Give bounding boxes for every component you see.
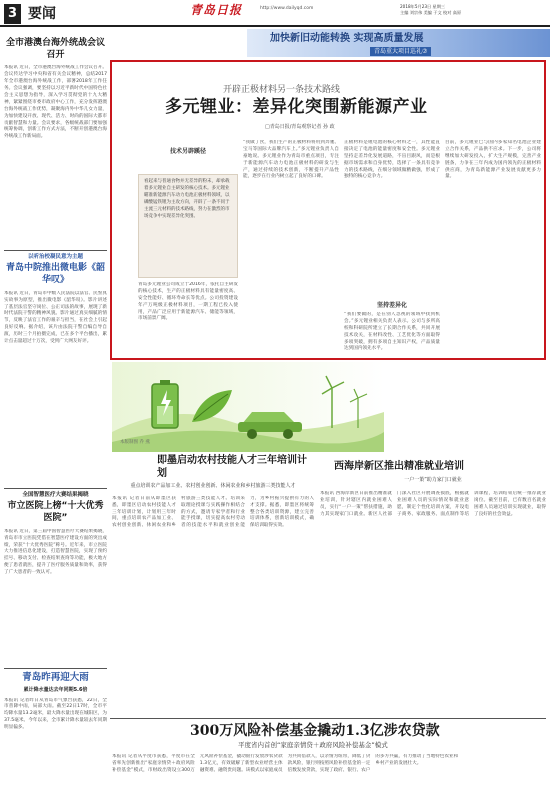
paper-url: http://www.dailyqd.com — [260, 6, 314, 11]
sidebar-story-3-title: 市立医院上榜“十大优秀医院” — [7, 501, 104, 524]
sidebar-story-1 — [4, 38, 107, 235]
story-right-subtitle: 一户一策”助力家门口就业 — [404, 476, 462, 483]
feature-title: 多元锂业：差异化突围新能源产业 — [165, 97, 428, 117]
battery-icon — [152, 380, 178, 428]
sidebar-divider — [4, 250, 107, 251]
masthead-rule — [0, 25, 550, 27]
story-right-title: 西海岸新区推出精准就业培训 — [334, 461, 464, 472]
sidebar-story-4-title: 青岛昨再迎大雨 — [22, 672, 89, 683]
sidebar-divider — [4, 668, 107, 669]
masthead-info — [400, 4, 546, 16]
bottom-story-body: 本报讯 记者从平度市获悉，平度市在全省率先创新推出“家庭亲情贷＋政府风险补偿基金”模式，市财政出资设立300万元风险补偿基金，撬动银行发放涉农贷款1.3亿元，有效破解了新型农业经营主体融资难、融资贵问题。该模式以家庭成员为共同借款人，以亲情为纽带，降低了贷款风险，银行则按照风险补偿基金的一定倍数发放贷款，实现了政府、银行、农户的多方共赢，有力推动了当地特色农业和乡村产业的发展壮大。 — [112, 754, 459, 773]
bottom-story-title: 300万风险补偿基金撬动1.3亿涉农贷款 — [190, 723, 440, 739]
feature-byline: □青岛日报/青岛观察记者 孙 政 — [265, 124, 335, 130]
feature-subhead-1: 技术另辟蹊径 — [169, 148, 206, 155]
sidebar-story-2-body: 本报讯 近日，青岛市中级人民法院以法官、民警真实故事为原型，推出微电影《韶华叹》。影片讲述了基层法官坚守岗位、公正司法的故事，展现了新时代法院干警的精神风貌。影片通过真实细腻的情节，反映了法官工作的艰辛与担当，在社会上引起良好反响。据介绍，该片由法院干警自编自导自演，历时三个月拍摄完成，已在多个平台播出，累计点击量超过十万次，受到广大网友好评。 — [4, 290, 107, 345]
green-energy-illustration — [112, 362, 384, 452]
feature-col-5: “我们要做的，是在别人忽视的领域中找到机会。”多元锂业相关负责人表示。公司与多所高校和科研院所建立了长期合作关系，共同开展技术攻关，在材料改性、工艺优化等方面取得多项突破，拥有多项自主知识产权，产品质量达到国内领先水平。 — [344, 312, 440, 352]
feature-subhead-2: 坚持差异化 — [376, 302, 407, 309]
feature-col-2: 青岛多元锂业公司成立于2016年，依托自主研发的核心技术，生产的正极材料具有能量密度高、安全性能好、循环寿命长等优点。公司投资建设年产万吨级正极材料项目，一期工程已投入使用，产品广泛应用于新能源汽车、储能等领域，市场前景广阔。 — [138, 282, 238, 322]
sidebar-story-2-kicker: 以听治校凝民意为主题 — [27, 254, 83, 260]
story-right — [320, 460, 546, 715]
sidebar-story-4-body: 本报讯 记者昨日从青岛市气象台获悉，22日，全市普降中雨，局部大雨。截至22日17时，全市平均降水量13.2毫米，最大降水量出现在城阳区，为37.5毫米。今年以来，全市累计降水量较去年同期明显偏多。 — [4, 697, 107, 731]
banner-title: 加快新旧动能转换 实现高质量发展 — [270, 33, 424, 44]
feature-kicker: 开辟正极材料另一条技术路线 — [223, 85, 341, 95]
feature-col-6: 目前，多元锂业已与国内多家知名电池企业建立合作关系，产品供不应求。下一步，公司将继续加大研发投入，扩大生产规模，完善产业链条，力争在三年内成为国内领先的正极材料供应商，为青岛新能源产业发展贡献更多力量。 — [445, 140, 541, 180]
sidebar-story-2 — [4, 254, 107, 461]
bottom-story-subtitle: 平度省内首创“家庭亲情贷＋政府风险补偿基金”模式 — [238, 741, 388, 749]
sidebar-story-4 — [4, 672, 107, 798]
editor-credits: 主编 刘宗伟 美编 于文 校对 高原 — [400, 10, 462, 16]
feature-col-4: 正极材料是锂电池的核心材料之一，其性能直接决定了电池的能量密度和安全性。多元锂业坚持走差异化发展道路，不盲目跟风，而是根据市场需求和自身优势，选择了一条具有竞争力的技术路线，在细分领域做精做强，形成了独特的核心竞争力。 — [344, 140, 440, 180]
sidebar-story-1-title: 全市港澳台海外统战会议召开 — [5, 38, 105, 60]
sidebar-story-2-title: 青岛中院推出微电影《韶华叹》 — [5, 263, 105, 286]
sidebar-story-3-body: 本报讯 近日，第三届中国智慧医疗大赛结果揭晓，青岛市市立医院凭借在智慧医疗建设方面的突出成绩，荣获“十大优秀医院”称号。近年来，市立医院大力推进信息化建设，打造智慧医院，实现了预约挂号、移动支付、检查结果查询等功能，极大地方便了患者就医，提升了医疗服务质量和效率，获得了广大患者的一致认可。 — [4, 528, 107, 576]
bottom-divider — [110, 718, 546, 719]
sidebar-story-3 — [4, 492, 107, 657]
story-left-body: 本报讯 记者日前从即墨区获悉，即墨区启动农村技能人才三年培训计划，计划用三年时间，重点培训农产品加工业、农村创业创新、休闲农业和乡村旅游三类技能人才。培训采取理论授课与实践操作相结合的方式，邀请专家学者和行业能手授课，切实提高农村劳动者的技能水平和就业创业能力，为乡村振兴提供有力的人才支撑。据悉，即墨区将统筹整合各类培训资源，建立完善培训体系，创新培训模式，确保培训取得实效。 — [112, 495, 314, 529]
story-right-body: 本报讯 西海岸新区日前推出精准就业培训，针对辖区内就业困难人员，实行“一户一策”帮扶措施，助力其实现家门口就业。新区人社部门深入社区开展调查摸底，根据就业困难人员的实际情况和就业意愿，制定个性化培训方案，开设电子商务、家政服务、面点制作等培训课程，培训结束后统一推荐就业岗位。截至目前，已有数百名就业困难人员通过培训实现就业，取得了良好的社会效益。 — [320, 491, 546, 517]
sidebar-story-3-kicker: 全国智慧医疗大赛结果揭晓 — [22, 492, 89, 498]
feature-col-3: “我做了食，我们生产的正极材料将用到奔驰、宝马等国际大品牌汽车上。”多元锂业负责人自豪地说。多元锂业作为青岛市重点项目，专注于新能源汽车动力电池正极材料的研发与生产，通过持续的技术创新，不断提升产品性能，逐步在行业内树立起了良好的口碑。 — [243, 140, 339, 180]
page-number: 3 — [4, 4, 21, 24]
feature-quote: 看起来与普通食物并无差异的粉末，却承载着多元锂业自主研发的核心技术。多元锂业瞄准新能源汽车动力电池正极材料领域，以磷酸锰铁锂为主攻方向，开辟了一条不同于主流三元材料的技术路线，努力在激烈的市场竞争中实现差异化突围。 — [138, 174, 238, 278]
feature-illustration — [112, 362, 384, 452]
paper-logo: 青岛日报 — [190, 3, 243, 17]
sidebar-story-1-body: 本报讯 近日，全市港澳台海外统战工作会议召开。会议传达学习中央和省有关会议精神，总结2017年全市港澳台海外统战工作，部署2018年工作任务。会议强调，要坚持以习近平新时代中国特色社会主义思想为指导，深入学习贯彻党的十九大精神，紧紧围绕市委市政府中心工作，充分发挥港澳台海外统战工作优势，凝聚海内外中华儿女力量，为加快建设开放、现代、活力、时尚的国际大都市贡献智慧和力量。会议要求，各级统战部门要加强统筹协调，创新工作方式方法，不断开创港澳台海外统战工作新局面。 — [4, 65, 107, 140]
banner-subtitle: 青岛重大项目巡礼⑦ — [370, 47, 431, 56]
issue-date: 2018年5月23日 星期三 — [400, 4, 446, 9]
sidebar-story-4-subtitle: 累计降水量达去年同期5.6倍 — [23, 686, 88, 693]
photo-credit: 本版制图 乔 燕 — [120, 440, 150, 445]
sidebar-divider — [4, 488, 107, 489]
section-title: 要闻 — [28, 6, 56, 22]
story-left — [112, 455, 314, 696]
story-left-title: 即墨启动农村技能人才三年培训计划 — [157, 455, 307, 479]
story-left-subtitle: 重点培训农产品加工业、农村创业创新、休闲农业和乡村旅游三类技能人才 — [130, 483, 296, 489]
